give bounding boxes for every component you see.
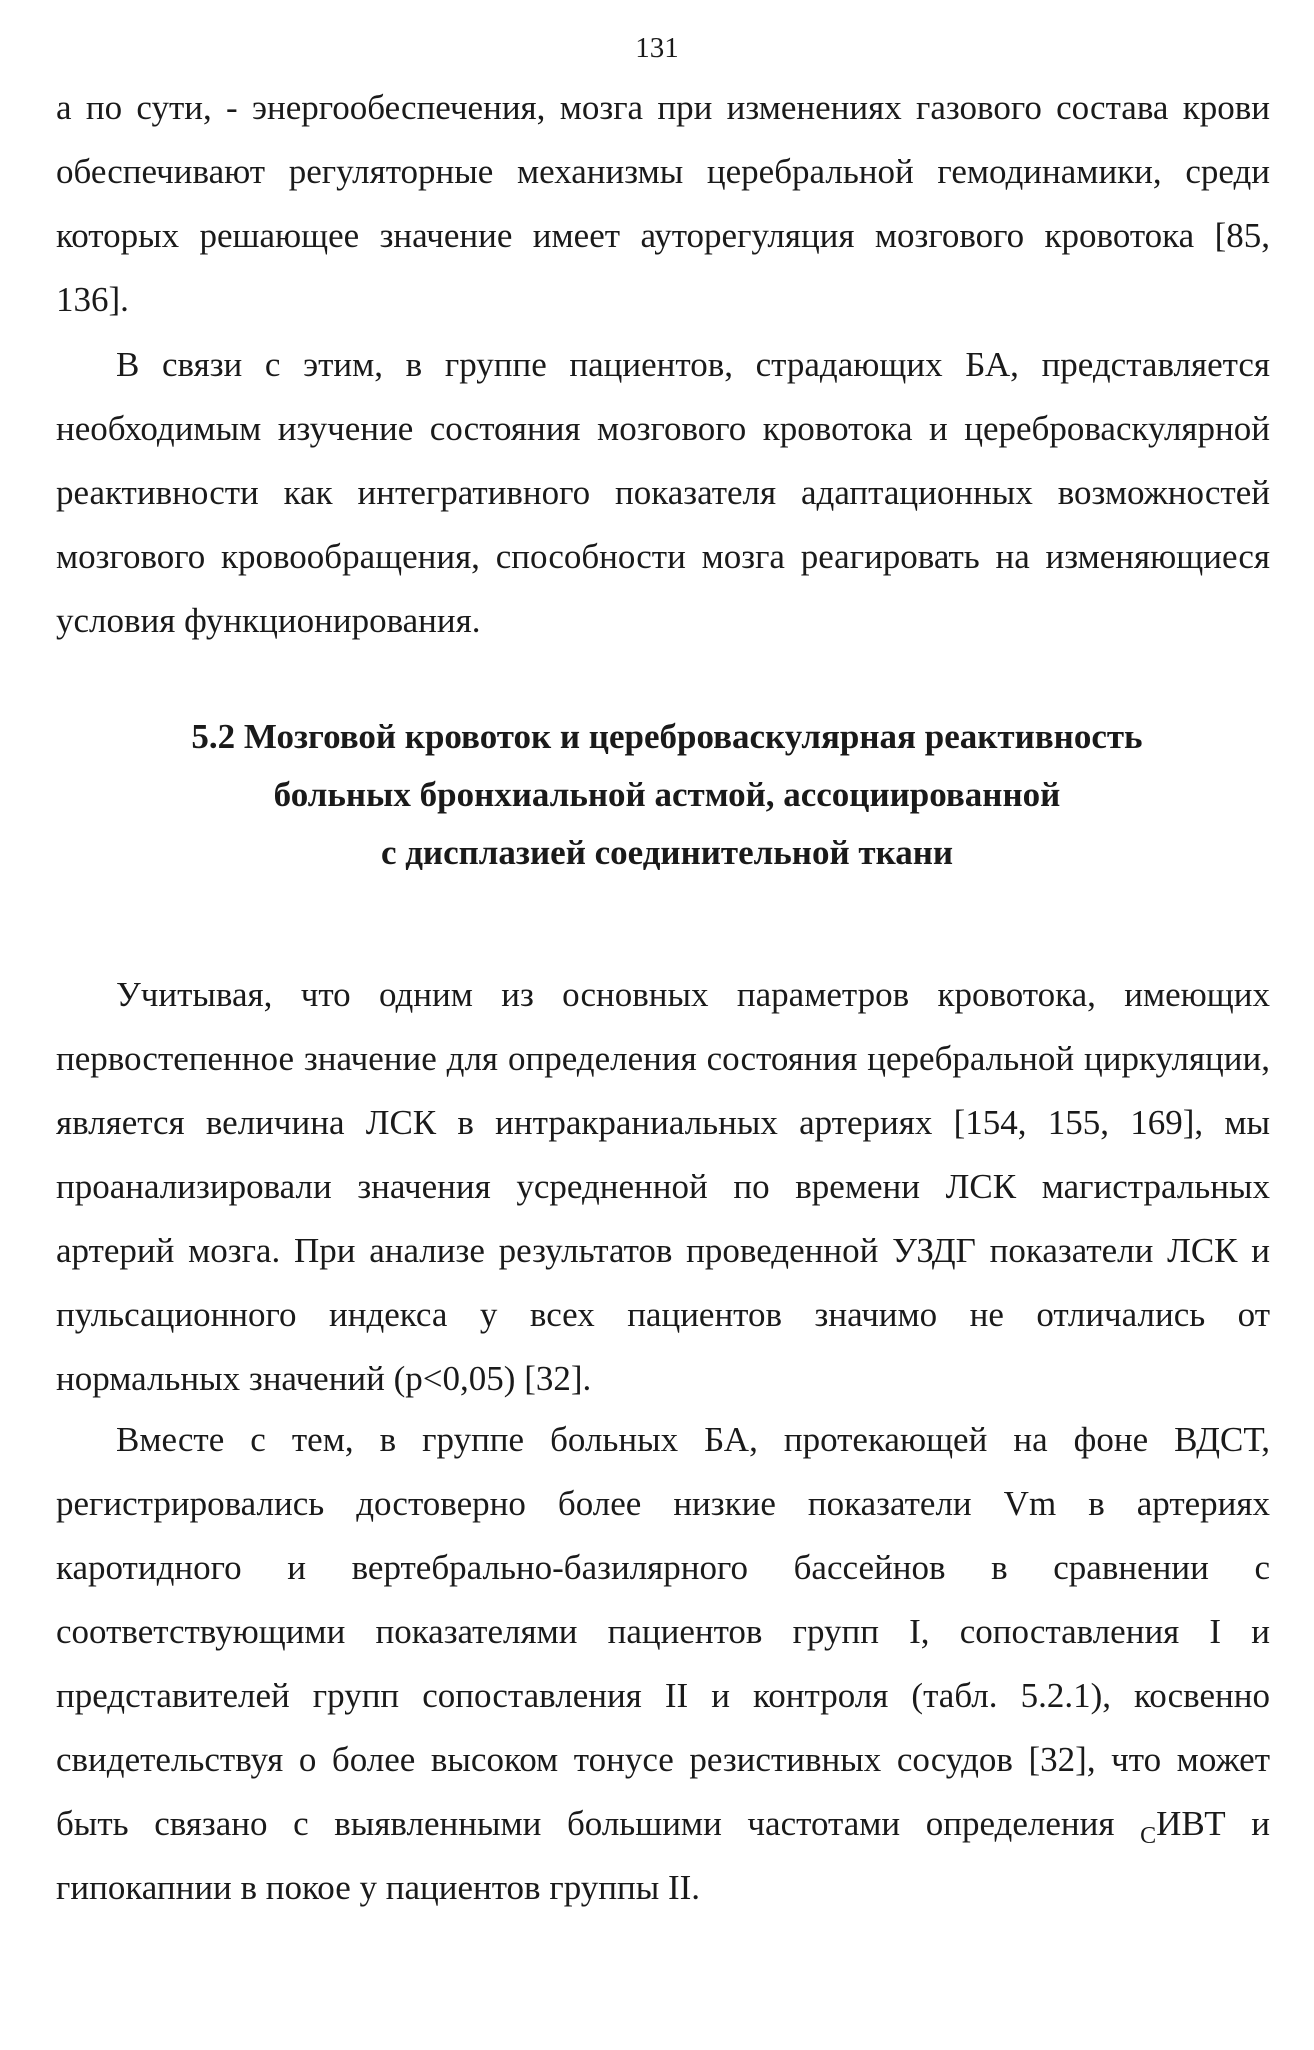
paragraph-text-part: ИВТ и гипокапнии в покое у пациентов группы II. [56,1804,1270,1907]
subscript-index: С [1140,1823,1157,1849]
paragraph-text-part: Вместе с тем, в группе больных БА, протекающей на фоне ВДСТ, регистрировались достоверно более низкие показатели Vm в артериях каротидного и вертебрально-базилярного бассейнов в сравнении с соответствующими показателями пациентов групп I, сопоставления I и представителей групп сопоставления II и контроля (табл. 5.2.1), косвенно свидетельствуя о более высоком тонусе резистивных сосудов [32], что может быть связано с выявленными большими частотами определения [56,1420,1270,1843]
paragraph-text [56,1408,1270,1920]
paragraph [56,333,1270,653]
paragraph-text: В связи с этим, в группе пациентов, страдающих БА, представляется необходимым изучение состояния мозгового кровотока и цереброваскулярной реактивности как интегративного показателя адаптационных возможностей мозгового кровообращения, способности мозга реагировать на изменяющиеся условия функционирования. [56,345,1270,640]
section-heading [120,708,1214,882]
paragraph-continuation [56,76,1270,332]
page-number: 131 [635,32,679,64]
section-heading-line: с дисплазией соединительной ткани [380,833,954,872]
paragraph-text: а по сути, - энергообеспечения, мозга при изменениях газового состава крови обеспечивают регуляторные механизмы церебральной гемодинамики, среди которых решающее значение имеет ауторегуляция мозгового кровотока [85, 136]. [56,88,1270,319]
paragraph-text: Учитывая, что одним из основных параметров кровотока, имеющих первостепенное значение для определения состояния церебральной циркуляции, является величина ЛСК в интракраниальных артериях [154, 155, 169], мы проанализировали значения усредненной по времени ЛСК магистральных артерий мозга. При анализе результатов проведенной УЗДГ показатели ЛСК и пульсационного индекса у всех пациентов значимо не отличались от нормальных значений (p<0,05) [32]. [56,975,1270,1398]
paragraph [56,963,1270,1411]
paragraph [56,1408,1270,1920]
section-heading-line: 5.2 Мозговой кровоток и цереброваскулярная реактивность [191,717,1143,756]
section-heading-line: больных бронхиальной астмой, ассоциированной [273,775,1061,814]
